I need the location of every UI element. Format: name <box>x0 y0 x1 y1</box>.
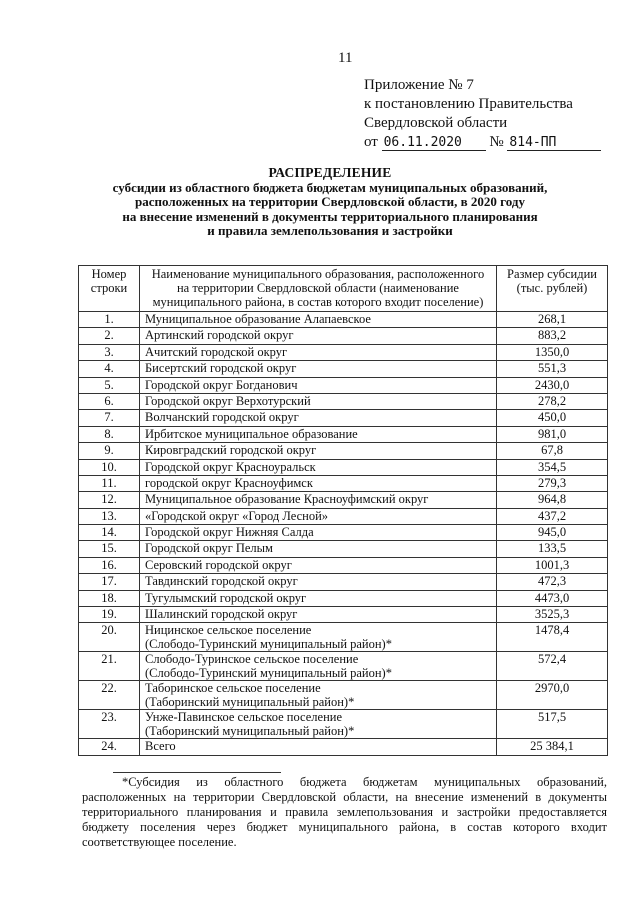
subsidy-amount: 450,0 <box>497 410 608 426</box>
subsidy-amount: 572,4 <box>497 652 608 681</box>
table-row <box>79 607 608 623</box>
header-row-number: Номер строки <box>79 266 140 312</box>
subsidy-amount: 2970,0 <box>497 681 608 710</box>
row-number: 5. <box>79 377 140 393</box>
municipality-name <box>140 525 497 541</box>
municipality-name <box>140 652 497 681</box>
row-number: 19. <box>79 607 140 623</box>
row-number: 18. <box>79 590 140 606</box>
subsidy-amount: 1478,4 <box>497 623 608 652</box>
municipality-name-line: «Городской округ «Город Лесной» <box>145 508 329 523</box>
title-line-1: субсидии из областного бюджета бюджетам муниципальных образований, <box>112 179 548 195</box>
table-row <box>79 344 608 360</box>
decree-number: 814-ПП <box>507 135 601 151</box>
row-number: 4. <box>79 361 140 377</box>
subsidy-table <box>78 265 608 756</box>
municipality-name-line: Артинский городской округ <box>145 328 294 343</box>
subsidy-amount: 2430,0 <box>497 377 608 393</box>
subsidy-amount: 3525,3 <box>497 607 608 623</box>
number-prefix: № <box>489 134 504 150</box>
table-row <box>79 557 608 573</box>
municipality-name <box>140 590 497 606</box>
municipality-name <box>140 377 497 393</box>
subsidy-amount: 981,0 <box>497 426 608 442</box>
row-number: 6. <box>79 393 140 409</box>
table-row <box>79 410 608 426</box>
municipality-name-line: Ницинское сельское поселение <box>145 623 312 638</box>
document-title <box>70 166 590 239</box>
date-prefix: от <box>364 134 378 150</box>
municipality-name-line: Волчанский городской округ <box>145 410 299 425</box>
row-number: 24. <box>79 739 140 755</box>
row-number: 17. <box>79 574 140 590</box>
municipality-name <box>140 508 497 524</box>
row-number: 20. <box>79 623 140 652</box>
table-row <box>79 525 608 541</box>
table-row <box>79 361 608 377</box>
municipality-name-line: Унже-Павинское сельское поселение <box>145 710 343 725</box>
district-name-line: (Таборинский муниципальный район)* <box>145 695 355 710</box>
municipality-name <box>140 410 497 426</box>
subsidy-amount: 279,3 <box>497 475 608 491</box>
municipality-name-line: Всего <box>145 739 176 754</box>
municipality-name-line: Таборинское сельское поселение <box>145 681 321 696</box>
row-number: 15. <box>79 541 140 557</box>
table-row <box>79 312 608 328</box>
municipality-name <box>140 623 497 652</box>
municipality-name <box>140 607 497 623</box>
municipality-name-line: Городской округ Пелым <box>145 541 273 556</box>
subsidy-amount: 472,3 <box>497 574 608 590</box>
municipality-name <box>140 361 497 377</box>
municipality-name-line: Городской округ Красноуральск <box>145 459 316 474</box>
municipality-name <box>140 475 497 491</box>
municipality-name-line: Муниципальное образование Алапаевское <box>145 312 371 326</box>
subsidy-amount: 354,5 <box>497 459 608 475</box>
row-number: 22. <box>79 681 140 710</box>
table-header-row <box>79 266 608 312</box>
municipality-name <box>140 492 497 508</box>
subsidy-amount: 945,0 <box>497 525 608 541</box>
municipality-name <box>140 443 497 459</box>
table-row <box>79 443 608 459</box>
header-municipality: Наименование муниципального образования, расположенного на территории Свердловской области (наименование муниципального района, в состав которого входит поселение) <box>140 266 497 312</box>
municipality-name <box>140 312 497 328</box>
title-heading: РАСПРЕДЕЛЕНИЕ <box>268 165 392 180</box>
footnote-divider <box>113 772 281 773</box>
subsidy-amount: 883,2 <box>497 328 608 344</box>
table-row <box>79 623 608 652</box>
municipality-name <box>140 541 497 557</box>
appendix-date-line <box>364 133 601 152</box>
municipality-name-line: Ачитский городской округ <box>145 344 288 359</box>
subsidy-amount: 133,5 <box>497 541 608 557</box>
table-row <box>79 541 608 557</box>
title-line-4: и правила землепользования и застройки <box>207 223 453 238</box>
municipality-name-line: Городской округ Верхотурский <box>145 393 311 408</box>
row-number: 10. <box>79 459 140 475</box>
municipality-name-line: Городской округ Богданович <box>145 377 298 392</box>
appendix-region-line: Свердловской области <box>364 115 508 131</box>
municipality-name <box>140 459 497 475</box>
municipality-name-line: Слободо-Туринское сельское поселение <box>145 652 359 667</box>
municipality-name-line: Шалинский городской округ <box>145 607 298 622</box>
subsidy-amount: 1350,0 <box>497 344 608 360</box>
municipality-name-line: Бисертский городской округ <box>145 361 297 376</box>
row-number: 1. <box>79 312 140 328</box>
municipality-name <box>140 426 497 442</box>
municipality-name-line: Ирбитское муниципальное образование <box>145 426 358 441</box>
row-number: 16. <box>79 557 140 573</box>
municipality-name <box>140 739 497 755</box>
table-row <box>79 459 608 475</box>
table-row <box>79 508 608 524</box>
municipality-name-line: Городской округ Нижняя Салда <box>145 525 314 540</box>
table-row <box>79 328 608 344</box>
row-number: 9. <box>79 443 140 459</box>
municipality-name <box>140 393 497 409</box>
municipality-name <box>140 681 497 710</box>
municipality-name <box>140 574 497 590</box>
subsidy-amount: 964,8 <box>497 492 608 508</box>
municipality-name <box>140 328 497 344</box>
title-line-3: на внесение изменений в документы территориального планирования <box>122 208 538 224</box>
municipality-name-line: городской округ Красноуфимск <box>145 475 313 490</box>
row-number: 3. <box>79 344 140 360</box>
subsidy-amount: 517,5 <box>497 710 608 739</box>
row-number: 13. <box>79 508 140 524</box>
row-number: 7. <box>79 410 140 426</box>
row-number: 12. <box>79 492 140 508</box>
district-name-line: (Таборинский муниципальный район)* <box>145 724 355 739</box>
page-number: 11 <box>338 50 353 66</box>
municipality-name <box>140 710 497 739</box>
table-row <box>79 426 608 442</box>
table-row <box>79 475 608 491</box>
district-name-line: (Слободо-Туринский муниципальный район)* <box>145 637 392 652</box>
row-number: 8. <box>79 426 140 442</box>
table-row <box>79 377 608 393</box>
table-body <box>79 312 608 756</box>
row-number: 14. <box>79 525 140 541</box>
municipality-name-line: Кировградский городской округ <box>145 443 317 458</box>
row-number: 2. <box>79 328 140 344</box>
table-row <box>79 590 608 606</box>
subsidy-amount: 437,2 <box>497 508 608 524</box>
municipality-name-line: Муниципальное образование Красноуфимский округ <box>145 492 429 507</box>
municipality-name-line: Серовский городской округ <box>145 557 292 572</box>
table-row <box>79 681 608 710</box>
table-row <box>79 652 608 681</box>
appendix-ref-line: к постановлению Правительства <box>364 96 573 112</box>
row-number: 21. <box>79 652 140 681</box>
decree-date: 06.11.2020 <box>382 135 486 151</box>
row-number: 11. <box>79 475 140 491</box>
header-subsidy-amount: Размер субсидии (тыс. рублей) <box>497 266 608 312</box>
subsidy-amount: 4473,0 <box>497 590 608 606</box>
municipality-name <box>140 344 497 360</box>
appendix-title: Приложение № 7 <box>364 77 474 93</box>
row-number: 23. <box>79 710 140 739</box>
subsidy-amount: 551,3 <box>497 361 608 377</box>
table-row <box>79 739 608 755</box>
subsidy-amount: 278,2 <box>497 393 608 409</box>
table-row <box>79 710 608 739</box>
appendix-header <box>364 76 601 152</box>
subsidy-amount: 268,1 <box>497 312 608 328</box>
table-row <box>79 574 608 590</box>
municipality-name-line: Тугулымский городской округ <box>145 590 307 605</box>
subsidy-amount: 67,8 <box>497 443 608 459</box>
district-name-line: (Слободо-Туринский муниципальный район)* <box>145 666 392 681</box>
table-row <box>79 393 608 409</box>
subsidy-amount: 1001,3 <box>497 557 608 573</box>
footnote: *Субсидия из областного бюджета бюджетам муниципальных образований, расположенных на территории Свердловской области, на внесение изменений в документы территориального планирования и правила землепользования и застройки предоставляется бюджету поселения через бюджет муниципального района, в состав которого входит соответствующее поселение. <box>82 775 607 849</box>
municipality-name <box>140 557 497 573</box>
title-line-2: расположенных на территории Свердловской области, в 2020 году <box>135 194 525 209</box>
table-row <box>79 492 608 508</box>
subsidy-amount: 25 384,1 <box>497 739 608 755</box>
municipality-name-line: Тавдинский городской округ <box>145 574 298 589</box>
